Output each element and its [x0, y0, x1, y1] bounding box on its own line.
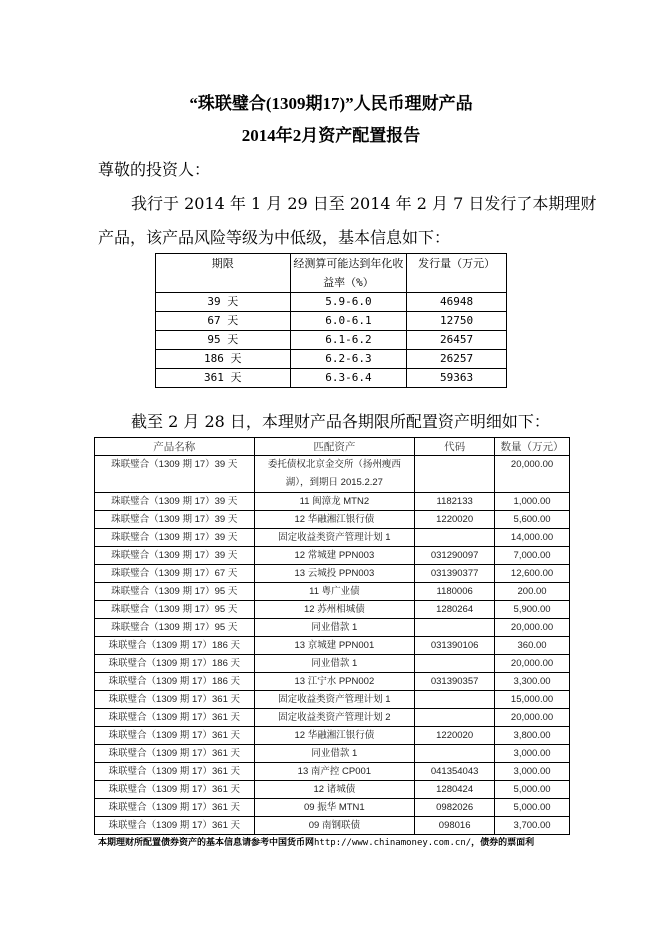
- amount-cell: 20,000.00: [495, 456, 570, 493]
- code-cell: 031390377: [415, 565, 495, 583]
- product-name-cell: 珠联璧合（1309 期 17）95 天: [95, 583, 255, 601]
- header-term: 期限: [156, 254, 291, 293]
- amount-cell: 3,300.00: [495, 673, 570, 691]
- report-title-line1: “珠联璧合(1309期17)”人民币理财产品: [189, 94, 473, 113]
- amount-cell: 5,000.00: [495, 799, 570, 817]
- matched-asset-cell: 13 云城投 PPN003: [254, 565, 415, 583]
- amount-cell: 14,000.00: [495, 529, 570, 547]
- amount-cell: 15,000.00: [495, 691, 570, 709]
- matched-asset-cell: 09 振华 MTN1: [254, 799, 415, 817]
- table-row: [156, 369, 507, 388]
- product-name-cell: 珠联璧合（1309 期 17）39 天: [95, 529, 255, 547]
- footer-text: 本期理财所配置债券资产的基本信息请参考中国货币网: [98, 838, 315, 848]
- matched-asset-cell: 12 华融湘江银行债: [254, 511, 415, 529]
- intro-line-1: 我行于 2014 年 1 月 29 日至 2014 年 2 月 7 日发行了本期理财: [131, 194, 597, 213]
- yield-cell: 6.3-6.4: [290, 369, 407, 388]
- code-cell: [415, 691, 495, 709]
- amount-cell: 12,600.00: [495, 565, 570, 583]
- greeting: 尊敬的投资人：: [98, 160, 211, 179]
- table-row: [95, 727, 570, 745]
- table-row: [95, 583, 570, 601]
- header-code: 代码: [415, 438, 495, 456]
- code-cell: 1280264: [415, 601, 495, 619]
- term-cell: 39 天: [156, 293, 291, 312]
- table-row: [95, 637, 570, 655]
- term-cell: 186 天: [156, 350, 291, 369]
- amount-cell: 200.00: [495, 583, 570, 601]
- detail-header-row: [95, 438, 570, 456]
- code-cell: 1280424: [415, 781, 495, 799]
- table-row: [95, 691, 570, 709]
- product-name-cell: 珠联璧合（1309 期 17）361 天: [95, 727, 255, 745]
- matched-asset-cell: 11 闽漳龙 MTN2: [254, 493, 415, 511]
- term-cell: 95 天: [156, 331, 291, 350]
- product-name-cell: 珠联璧合（1309 期 17）361 天: [95, 781, 255, 799]
- term-cell: 361 天: [156, 369, 291, 388]
- matched-asset-cell: 09 南钢联债: [254, 817, 415, 835]
- yield-cell: 6.1-6.2: [290, 331, 407, 350]
- amount-cell: 5,600.00: [495, 511, 570, 529]
- product-name-cell: 珠联璧合（1309 期 17）186 天: [95, 655, 255, 673]
- amount-cell: 5,000.00: [495, 781, 570, 799]
- yield-cell: 6.2-6.3: [290, 350, 407, 369]
- issue-amount-cell: 26457: [407, 331, 507, 350]
- amount-cell: 7,000.00: [495, 547, 570, 565]
- code-cell: [415, 655, 495, 673]
- product-name-cell: 珠联璧合（1309 期 17）361 天: [95, 709, 255, 727]
- amount-cell: 3,700.00: [495, 817, 570, 835]
- product-name-cell: 珠联璧合（1309 期 17）39 天: [95, 511, 255, 529]
- matched-asset-cell: 同业借款 1: [254, 745, 415, 763]
- matched-asset-cell: 12 华融湘江银行债: [254, 727, 415, 745]
- matched-asset-cell: 13 京城建 PPN001: [254, 637, 415, 655]
- table-row: [95, 456, 570, 493]
- term-cell: 67 天: [156, 312, 291, 331]
- product-name-cell: 珠联璧合（1309 期 17）361 天: [95, 691, 255, 709]
- table-row: [95, 763, 570, 781]
- matched-asset-cell: 13 江宁水 PPN002: [254, 673, 415, 691]
- table-row: [95, 799, 570, 817]
- matched-asset-cell: 12 常城建 PPN003: [254, 547, 415, 565]
- matched-asset-cell: 11 粤广业债: [254, 583, 415, 601]
- table-row: [95, 493, 570, 511]
- code-cell: 031390357: [415, 673, 495, 691]
- table-row: [156, 312, 507, 331]
- summary-header-row: [156, 254, 507, 293]
- report-title-line2: 2014年2月资产配置报告: [241, 126, 421, 145]
- matched-asset-cell: 12 苏州相城债: [254, 601, 415, 619]
- product-name-cell: 珠联璧合（1309 期 17）361 天: [95, 817, 255, 835]
- table-row: [95, 547, 570, 565]
- code-cell: [415, 709, 495, 727]
- product-name-cell: 珠联璧合（1309 期 17）361 天: [95, 799, 255, 817]
- table-row: [156, 331, 507, 350]
- code-cell: 031390106: [415, 637, 495, 655]
- table-row: [95, 655, 570, 673]
- issue-amount-cell: 12750: [407, 312, 507, 331]
- header-matched-asset: 匹配资产: [254, 438, 415, 456]
- amount-cell: 3,000.00: [495, 763, 570, 781]
- code-cell: 031290097: [415, 547, 495, 565]
- summary-table: [155, 253, 507, 388]
- table-row: [95, 619, 570, 637]
- table-row: [95, 709, 570, 727]
- table-row: [95, 817, 570, 835]
- product-name-cell: 珠联璧合（1309 期 17）95 天: [95, 601, 255, 619]
- code-cell: [415, 529, 495, 547]
- matched-asset-cell: 固定收益类资产管理计划 1: [254, 529, 415, 547]
- matched-asset-cell: 委托债权北京金交所（扬州瘦西湖），到期日 2015.2.27: [254, 456, 415, 493]
- amount-cell: 360.00: [495, 637, 570, 655]
- product-name-cell: 珠联璧合（1309 期 17）186 天: [95, 673, 255, 691]
- product-name-cell: 珠联璧合（1309 期 17）39 天: [95, 493, 255, 511]
- code-cell: 1182133: [415, 493, 495, 511]
- matched-asset-cell: 13 南产控 CP001: [254, 763, 415, 781]
- yield-cell: 5.9-6.0: [290, 293, 407, 312]
- intro-line-2: 产品，该产品风险等级为中低级，基本信息如下：: [98, 228, 451, 247]
- amount-cell: 1,000.00: [495, 493, 570, 511]
- code-cell: 098016: [415, 817, 495, 835]
- header-yield: 经测算可能达到年化收益率（%）: [290, 254, 407, 293]
- table-row: [95, 673, 570, 691]
- footer-text-tail: ，债券的票面利: [471, 838, 535, 848]
- header-amount: 数量（万元）: [495, 438, 570, 456]
- amount-cell: 5,900.00: [495, 601, 570, 619]
- issue-amount-cell: 59363: [407, 369, 507, 388]
- product-name-cell: 珠联璧合（1309 期 17）361 天: [95, 745, 255, 763]
- product-name-cell: 珠联璧合（1309 期 17）186 天: [95, 637, 255, 655]
- table-row: [156, 293, 507, 312]
- table-row: [95, 781, 570, 799]
- matched-asset-cell: 同业借款 1: [254, 619, 415, 637]
- code-cell: [415, 456, 495, 493]
- code-cell: 1180006: [415, 583, 495, 601]
- matched-asset-cell: 12 诸城债: [254, 781, 415, 799]
- header-issue-amount: 发行量（万元）: [407, 254, 507, 293]
- header-product-name: 产品名称: [95, 438, 255, 456]
- code-cell: 1220020: [415, 511, 495, 529]
- asset-detail-table: [94, 437, 570, 835]
- product-name-cell: 珠联璧合（1309 期 17）39 天: [95, 547, 255, 565]
- amount-cell: 20,000.00: [495, 619, 570, 637]
- product-name-cell: 珠联璧合（1309 期 17）39 天: [95, 456, 255, 493]
- table-row: [156, 350, 507, 369]
- code-cell: 0982026: [415, 799, 495, 817]
- amount-cell: 20,000.00: [495, 655, 570, 673]
- detail-intro: 截至 2 月 28 日，本理财产品各期限所配置资产明细如下：: [131, 412, 550, 431]
- footer-link[interactable]: http://www.chinamoney.com.cn/: [314, 838, 472, 848]
- product-name-cell: 珠联璧合（1309 期 17）361 天: [95, 763, 255, 781]
- matched-asset-cell: 同业借款 1: [254, 655, 415, 673]
- amount-cell: 3,800.00: [495, 727, 570, 745]
- code-cell: 041354043: [415, 763, 495, 781]
- product-name-cell: 珠联璧合（1309 期 17）95 天: [95, 619, 255, 637]
- table-row: [95, 601, 570, 619]
- issue-amount-cell: 26257: [407, 350, 507, 369]
- table-row: [95, 565, 570, 583]
- matched-asset-cell: 固定收益类资产管理计划 2: [254, 709, 415, 727]
- code-cell: [415, 745, 495, 763]
- code-cell: [415, 619, 495, 637]
- amount-cell: 20,000.00: [495, 709, 570, 727]
- amount-cell: 3,000.00: [495, 745, 570, 763]
- code-cell: 1220020: [415, 727, 495, 745]
- table-row: [95, 745, 570, 763]
- table-row: [95, 529, 570, 547]
- matched-asset-cell: 固定收益类资产管理计划 1: [254, 691, 415, 709]
- footer-note: [98, 835, 534, 848]
- yield-cell: 6.0-6.1: [290, 312, 407, 331]
- table-row: [95, 511, 570, 529]
- product-name-cell: 珠联璧合（1309 期 17）67 天: [95, 565, 255, 583]
- issue-amount-cell: 46948: [407, 293, 507, 312]
